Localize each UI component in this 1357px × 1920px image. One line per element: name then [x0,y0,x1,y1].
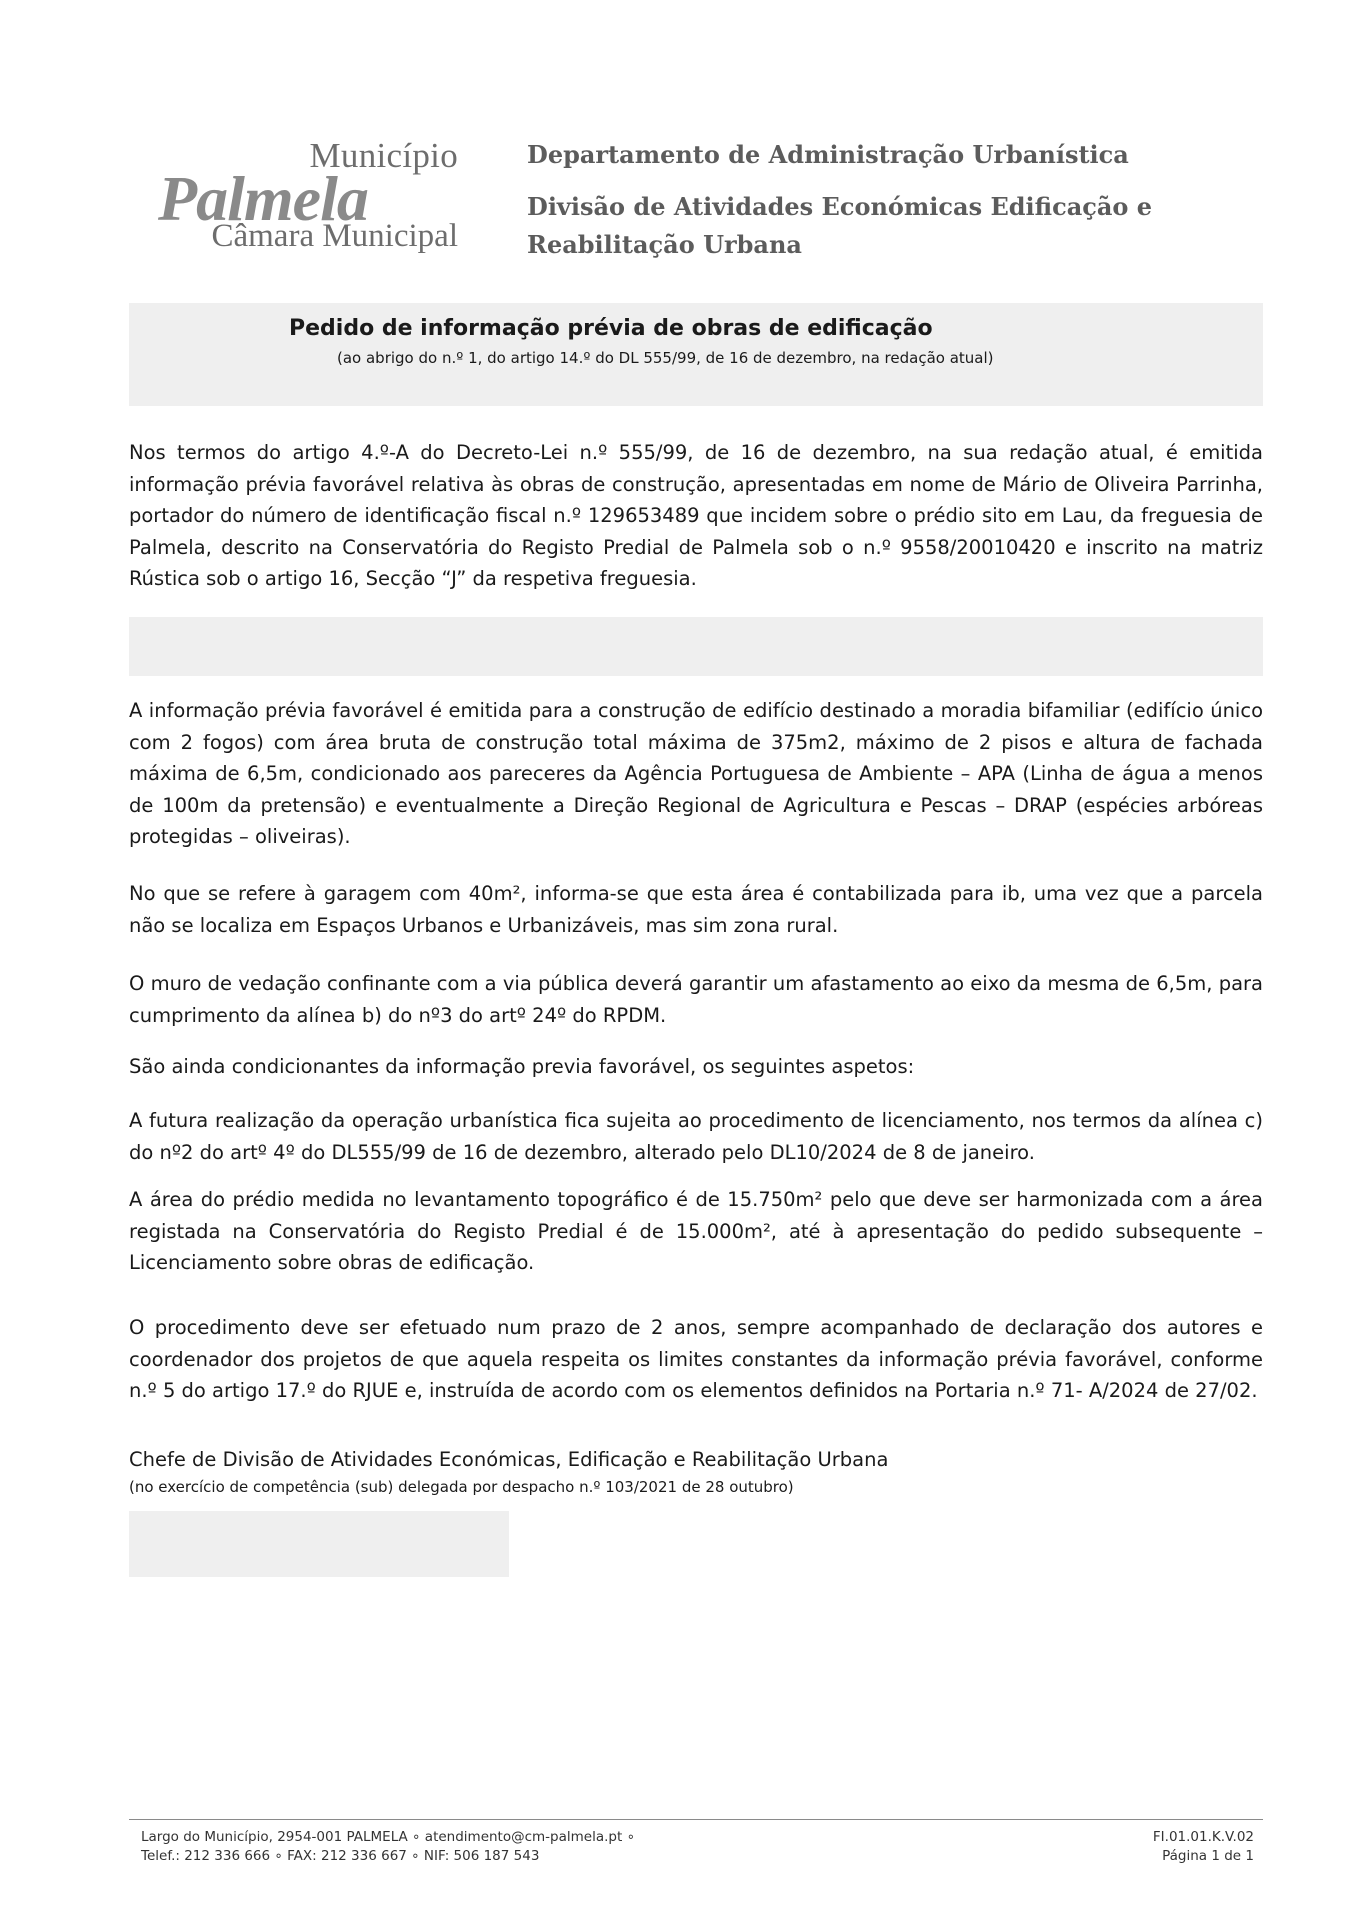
footer-document-info [1153,1828,1254,1866]
paragraph-area: A área do prédio medida no levantamento topográfico é de 15.750m² pelo que deve ser harmonizada com a área registada na Conservatória do Registo Predial é de 15.000m², até à apresentação do pedido subsequente – Licenciamento sobre obras de edificação. [129,1188,1263,1274]
footer-divider [129,1819,1263,1820]
palmela-logo [158,136,458,256]
document-subtitle: (ao abrigo do n.º 1, do artigo 14.º do DL 555/99, de 16 de dezembro, na redação atual) [337,349,994,367]
department-name: Departamento de Administração Urbanística [527,140,1129,169]
paragraph-conditions-intro: São ainda condicionantes da informação previa favorável, os seguintes aspetos: [129,1055,915,1078]
footer-contacts [141,1828,635,1866]
signature-delegation-note: (no exercício de competência (sub) delegada por despacho n.º 103/2021 de 28 outubro) [129,1478,794,1496]
paragraph-garage: No que se refere à garagem com 40m², informa-se que esta área é contabilizada para ib, uma vez que a parcela não se localiza em Espaços Urbanos e Urbanizáveis, mas sim zona rural. [129,882,1263,937]
department-header [527,140,1167,264]
redacted-band [129,617,1263,676]
logo-camara-text: Câmara Municipal [211,218,458,254]
document-title: Pedido de informação prévia de obras de edificação [289,316,933,341]
logo-municipio-text: Município [309,136,458,175]
redacted-signature [129,1511,509,1577]
paragraph-introduction: Nos termos do artigo 4.º-A do Decreto-Lei n.º 555/99, de 16 de dezembro, na sua redação atual, é emitida informação prévia favorável relativa às obras de construção, apresentadas em nome de Mário de Oliveira Parrinha, portador do número de identificação fiscal n.º 129653489 que incidem sobre o prédio sito em Lau, da freguesia de Palmela, descrito na Conservatória do Registo Predial de Palmela sob o n.º 9558/20010420 e inscrito na matriz Rústica sob o artigo 16, Secção “J” da respetiva freguesia. [129,441,1263,590]
footer-phone-fax-nif: Telef.: 212 336 666 ∘ FAX: 212 336 667 ∘ NIF: 506 187 543 [141,1848,540,1864]
footer-form-code: FI.01.01.K.V.02 [1152,1829,1254,1845]
paragraph-licensing: A futura realização da operação urbanística fica sujeita ao procedimento de licenciamento, nos termos da alínea c) do nº2 do artº 4º do DL555/99 de 16 de dezembro, alterado pelo DL10/2024 de 8 de janeiro. [129,1109,1263,1164]
signature-role: Chefe de Divisão de Atividades Económicas, Edificação e Reabilitação Urbana [129,1448,889,1471]
footer-page-number: Página 1 de 1 [1162,1848,1254,1864]
paragraph-favorable-info: A informação prévia favorável é emitida para a construção de edifício destinado a moradia bifamiliar (edifício único com 2 fogos) com área bruta de construção total máxima de 375m2, máximo de 2 pisos e altura de fachada máxima de 6,5m, condicionado aos pareceres da Agência Portuguesa de Ambiente – APA (Linha de água a menos de 100m da pretensão) e eventualmente a Direção Regional de Agricultura e Pescas – DRAP (espécies arbóreas protegidas – oliveiras). [129,699,1263,848]
document-title-box [129,303,1263,406]
logo-palmela-text: Palmela [158,163,368,234]
footer-address: Largo do Município, 2954-001 PALMELA ∘ atendimento@cm-palmela.pt ∘ [141,1829,636,1845]
paragraph-fence-wall: O muro de vedação confinante com a via pública deverá garantir um afastamento ao eixo da mesma de 6,5m, para cumprimento da alínea b) do nº3 do artº 24º do RPDM. [129,972,1263,1027]
paragraph-procedure: O procedimento deve ser efetuado num prazo de 2 anos, sempre acompanhado de declaração dos autores e coordenador dos projetos de que aquela respeita os limites constantes da informação prévia favorável, conforme n.º 5 do artigo 17.º do RJUE e, instruída de acordo com os elementos definidos na Portaria n.º 71- A/2024 de 27/02. [129,1316,1263,1402]
division-name: Divisão de Atividades Económicas Edificação e Reabilitação Urbana [527,192,1153,259]
